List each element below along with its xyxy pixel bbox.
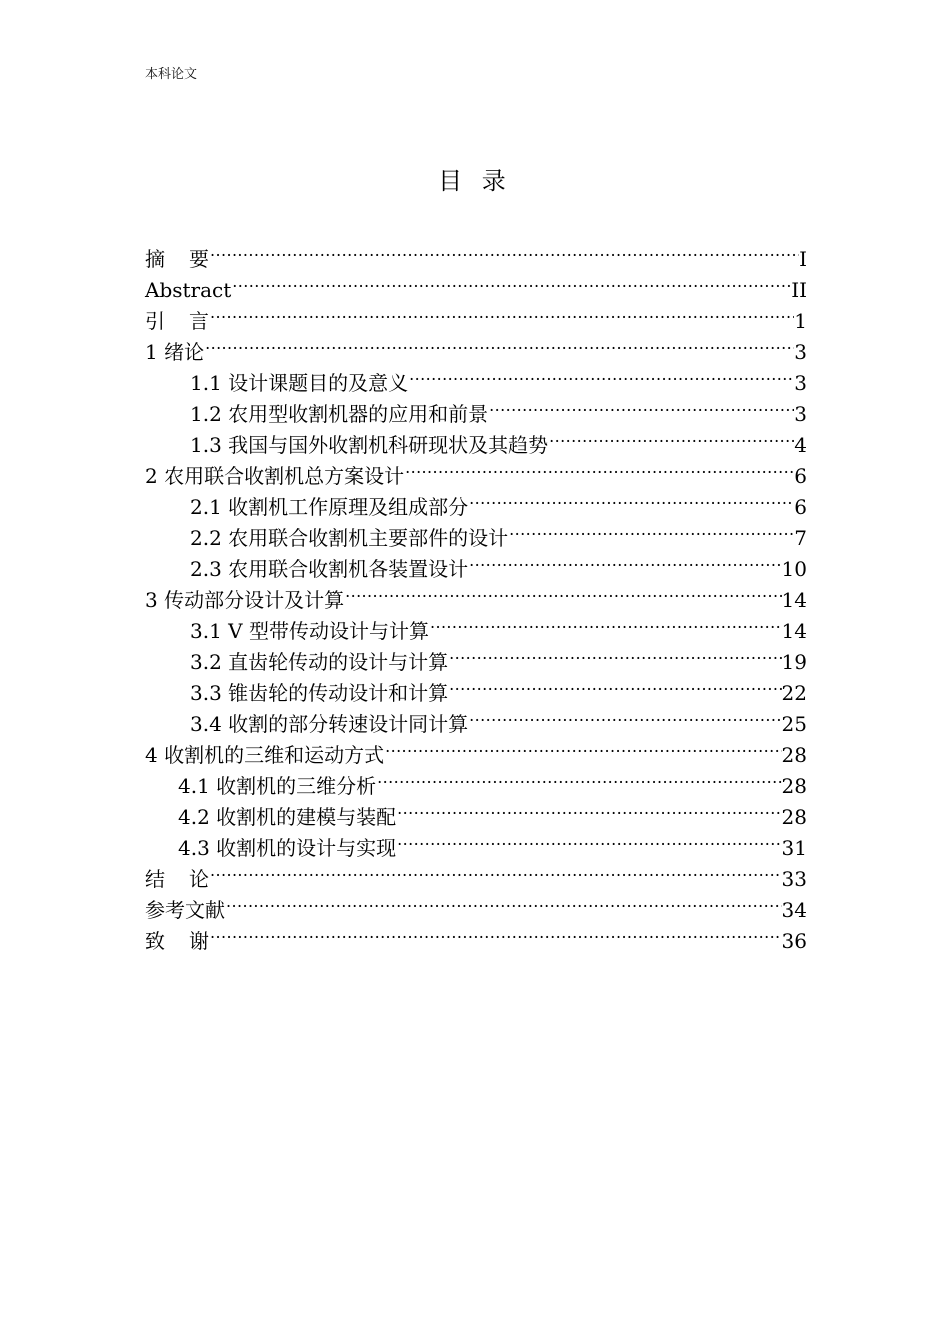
toc-page-number: 7 bbox=[794, 526, 807, 550]
toc-leader-dots bbox=[396, 824, 781, 855]
toc-page-number: 14 bbox=[781, 619, 807, 643]
toc-page-number: 6 bbox=[794, 464, 807, 488]
page-title: 目 录 bbox=[438, 167, 512, 195]
toc-leader-dots bbox=[429, 607, 782, 638]
toc-leader-dots bbox=[384, 731, 781, 762]
toc-leader-dots bbox=[448, 669, 781, 700]
toc-leader-dots bbox=[344, 576, 781, 607]
toc-entry-label: 4.1 收割机的三维分析 bbox=[178, 774, 377, 798]
toc-entry-label: 1.3 我国与国外收割机科研现状及其趋势 bbox=[190, 433, 549, 457]
toc-leader-dots bbox=[408, 359, 794, 390]
toc-entry-references[interactable] bbox=[145, 886, 807, 922]
toc-entry-label: 4.3 收割机的设计与实现 bbox=[178, 836, 397, 860]
toc-entry-chapter-1[interactable] bbox=[145, 328, 807, 364]
toc-leader-dots bbox=[468, 545, 781, 576]
toc-entry-label: 摘 要 bbox=[145, 247, 209, 271]
toc-page-number: 28 bbox=[781, 743, 807, 767]
toc-entry-label: 4.2 收割机的建模与装配 bbox=[178, 805, 397, 829]
toc-entry-label: 3.2 直齿轮传动的设计与计算 bbox=[190, 650, 449, 674]
toc-leader-dots bbox=[468, 700, 781, 731]
toc-entry-label: 3.4 收割的部分转速设计同计算 bbox=[190, 712, 469, 736]
toc-leader-dots bbox=[448, 638, 781, 669]
toc-leader-dots bbox=[209, 917, 782, 948]
toc-leader-dots bbox=[376, 762, 781, 793]
toc-page-number: 28 bbox=[781, 805, 807, 829]
toc-entry-label: 参考文献 bbox=[145, 898, 225, 922]
toc-page-number: 3 bbox=[794, 402, 807, 426]
toc-page-number: 25 bbox=[781, 712, 807, 736]
toc-entry-section-1-1[interactable] bbox=[145, 359, 807, 395]
toc-entry-label: 3 传动部分设计及计算 bbox=[145, 588, 345, 612]
toc-page-number: 10 bbox=[781, 557, 807, 581]
toc-entry-label: 1.2 农用型收割机器的应用和前景 bbox=[190, 402, 489, 426]
toc-leader-dots bbox=[488, 390, 794, 421]
toc-page-number: 33 bbox=[781, 867, 807, 891]
toc-entry-label: 2.3 农用联合收割机各装置设计 bbox=[190, 557, 469, 581]
toc-leader-dots bbox=[396, 793, 781, 824]
toc-page-number: 28 bbox=[781, 774, 807, 798]
running-header: 本科论文 bbox=[145, 67, 198, 82]
toc-page-number: 3 bbox=[794, 371, 807, 395]
toc-leader-dots bbox=[548, 421, 794, 452]
toc-entry-acknowledgements[interactable] bbox=[145, 917, 807, 953]
toc-page-number: 36 bbox=[781, 929, 807, 953]
toc-leader-dots bbox=[231, 266, 791, 297]
toc-leader-dots bbox=[209, 297, 794, 328]
toc-page-number: 34 bbox=[781, 898, 807, 922]
toc-leader-dots bbox=[209, 855, 782, 886]
toc-entry-label: 2.2 农用联合收割机主要部件的设计 bbox=[190, 526, 509, 550]
toc-entry-conclusion[interactable] bbox=[145, 855, 807, 891]
toc-entry-label: 3.3 锥齿轮的传动设计和计算 bbox=[190, 681, 449, 705]
toc-entry-label: 1 绪论 bbox=[145, 340, 205, 364]
toc-entry-label: 4 收割机的三维和运动方式 bbox=[145, 743, 385, 767]
toc-leader-dots bbox=[468, 483, 794, 514]
toc-entry-abstract-cn[interactable] bbox=[145, 235, 807, 271]
toc-page-number: 22 bbox=[781, 681, 807, 705]
toc-entry-label: 1.1 设计课题目的及意义 bbox=[190, 371, 409, 395]
toc-entry-introduction[interactable] bbox=[145, 297, 807, 333]
toc-entry-label: 2.1 收割机工作原理及组成部分 bbox=[190, 495, 469, 519]
toc-page-number: 14 bbox=[781, 588, 807, 612]
toc-entry-label: 结 论 bbox=[145, 867, 209, 891]
toc-entry-label: 3.1 V 型带传动设计与计算 bbox=[190, 619, 429, 643]
toc-leader-dots bbox=[204, 328, 794, 359]
toc-entry-label: 引 言 bbox=[145, 309, 209, 333]
toc-page-number: 31 bbox=[781, 836, 807, 860]
toc-leader-dots bbox=[404, 452, 794, 483]
toc-entry-label: 2 农用联合收割机总方案设计 bbox=[145, 464, 405, 488]
table-of-contents bbox=[145, 235, 807, 953]
toc-entry-abstract-en[interactable] bbox=[145, 266, 807, 302]
toc-entry-label: Abstract bbox=[145, 278, 232, 302]
toc-leader-dots bbox=[508, 514, 794, 545]
toc-page-number: 6 bbox=[794, 495, 807, 519]
toc-page-number: 3 bbox=[794, 340, 807, 364]
toc-leader-dots bbox=[225, 886, 782, 917]
toc-leader-dots bbox=[209, 235, 799, 266]
toc-page-number: 1 bbox=[794, 309, 807, 333]
toc-page-number: 4 bbox=[794, 433, 807, 457]
toc-entry-label: 致 谢 bbox=[145, 929, 209, 953]
toc-page-number: 19 bbox=[781, 650, 807, 674]
toc-page-number: II bbox=[791, 278, 807, 302]
toc-page-number: I bbox=[799, 247, 807, 271]
